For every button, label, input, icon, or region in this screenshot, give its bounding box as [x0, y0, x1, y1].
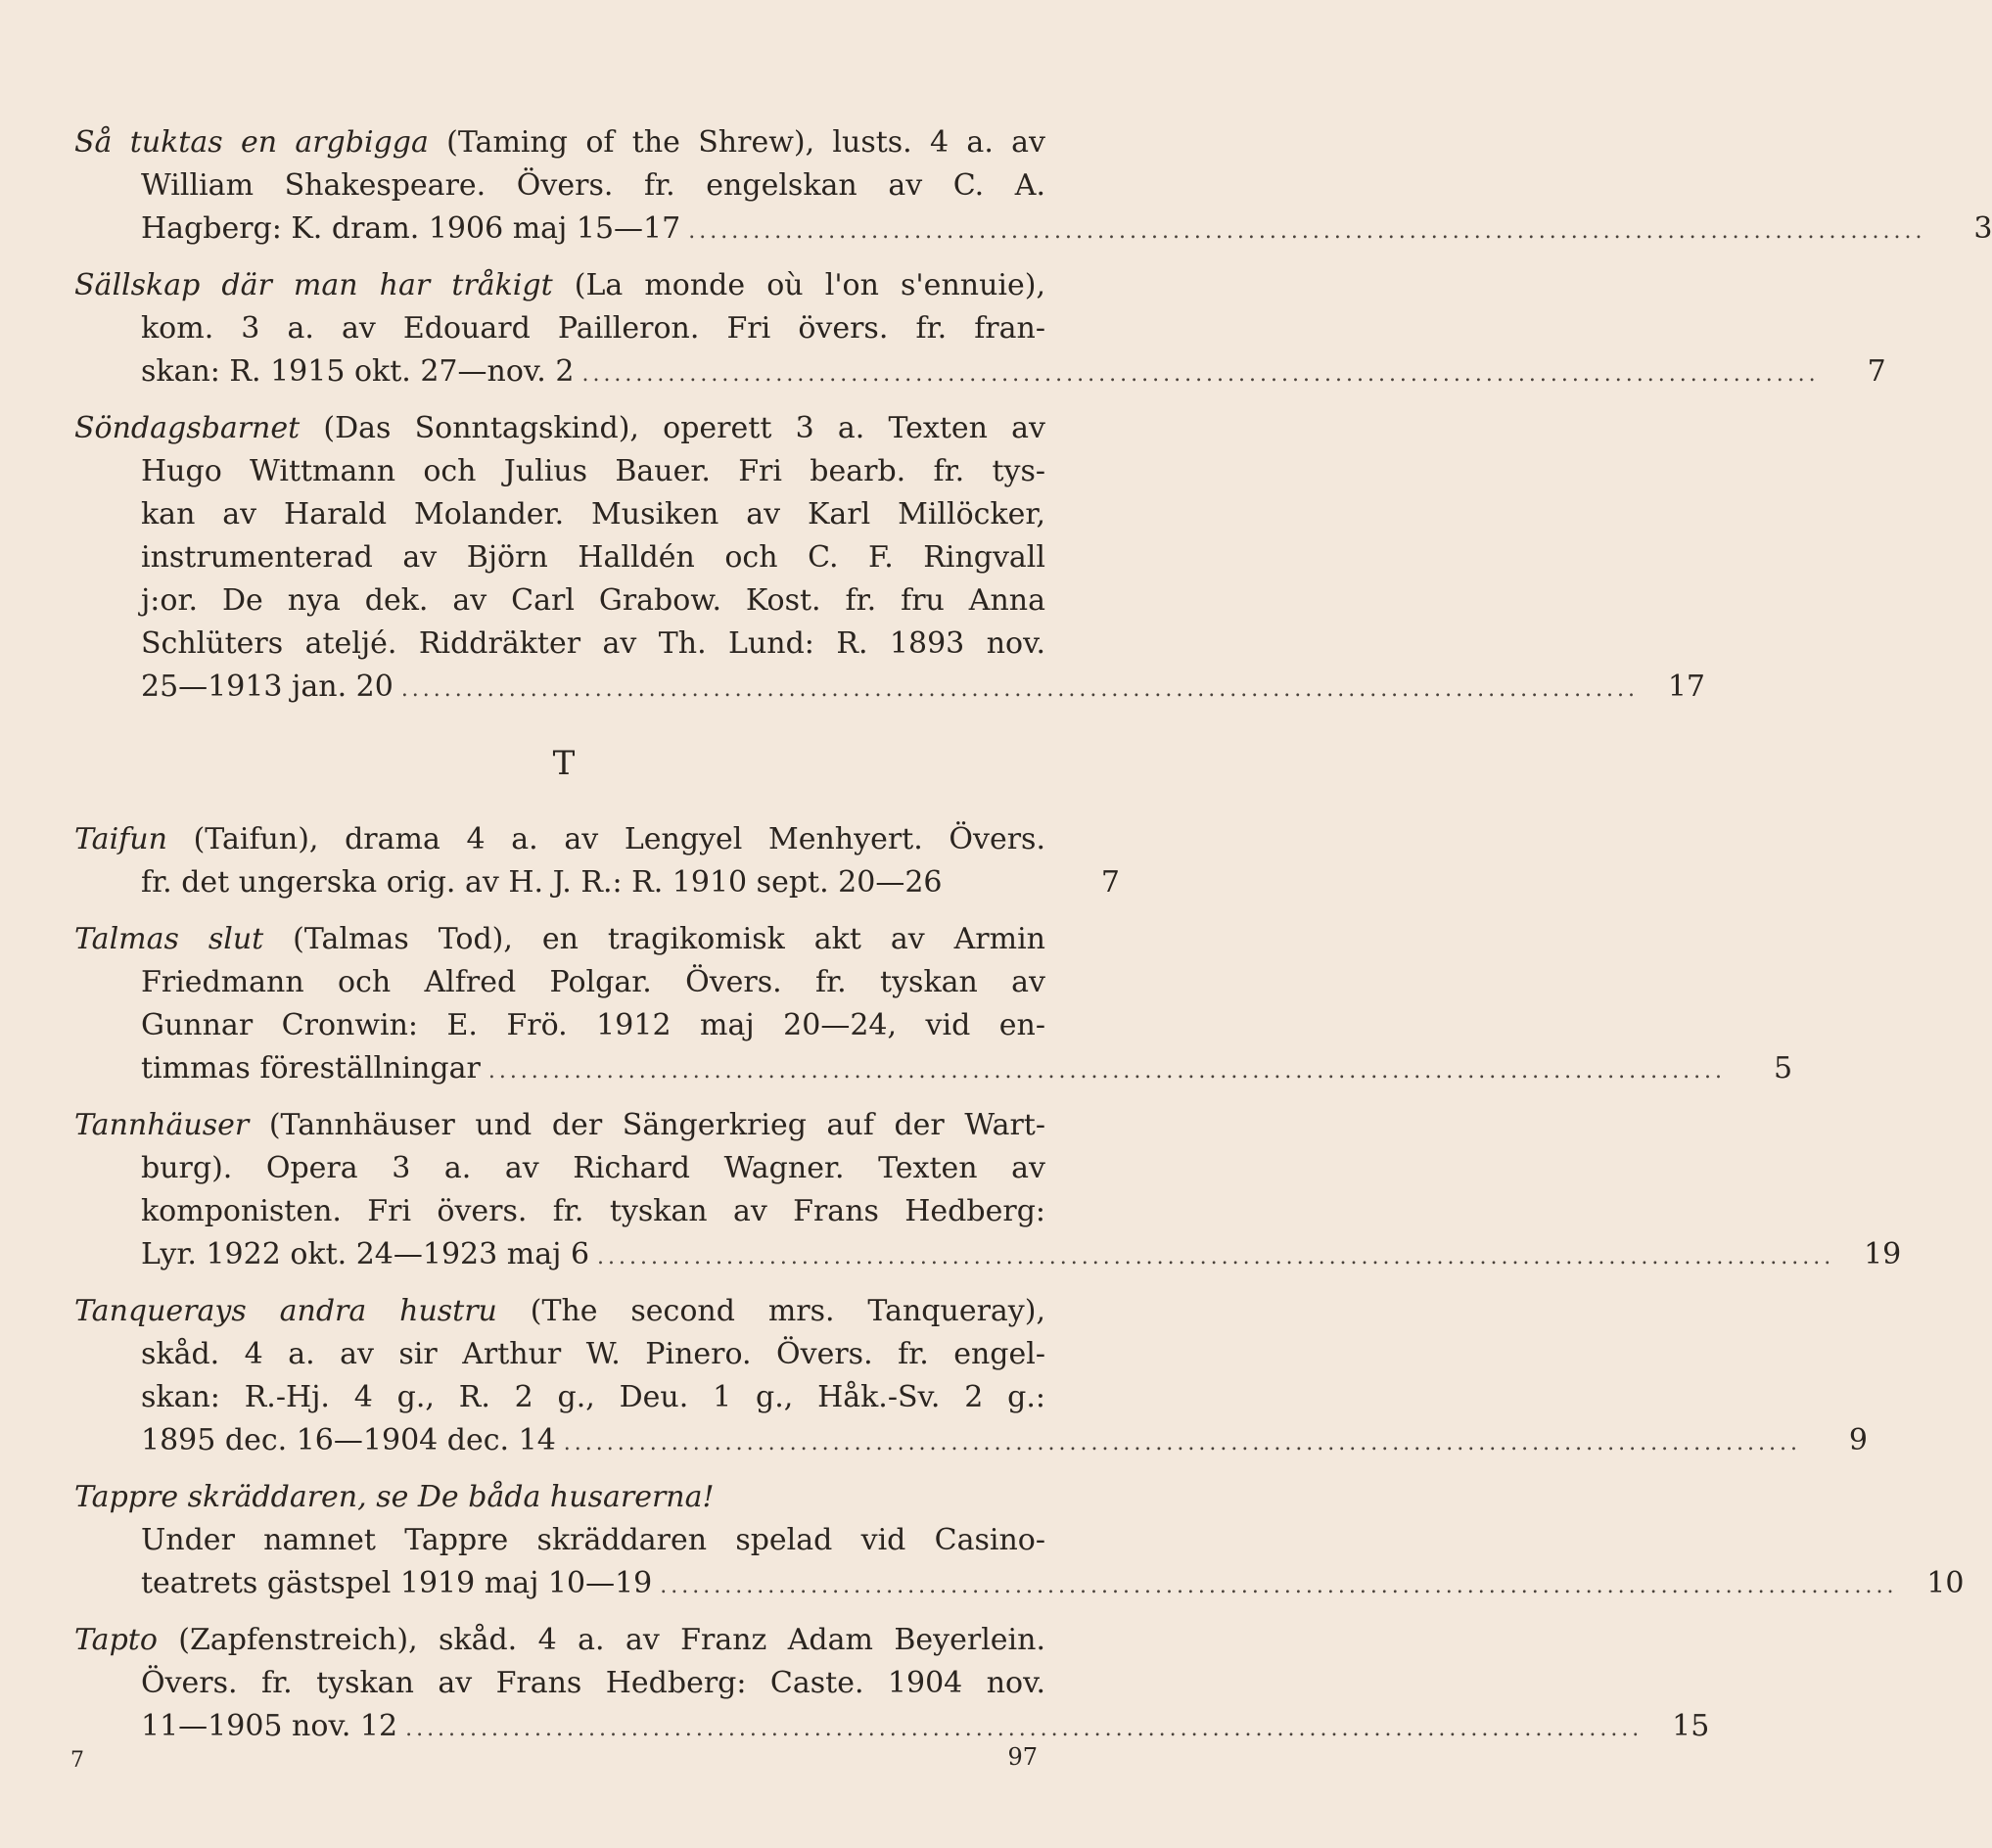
entry-line: skan: R.-Hj. 4 g., R. 2 g., Deu. 1 g., Håk.-Sv. 2 g.:	[141, 1380, 1045, 1414]
entry-last-line	[74, 350, 1886, 393]
entry-first-line	[74, 918, 1045, 961]
index-entry	[74, 1619, 1710, 1748]
section-letter: T	[552, 744, 576, 783]
entry-page-ref: 9	[1848, 1423, 1868, 1457]
entry-title: Tannhäuser	[74, 1108, 250, 1142]
dot-leaders: ...................................................................................................................	[405, 1717, 1644, 1741]
entry-text: 1895 dec. 16—1904 dec. 14	[141, 1423, 556, 1457]
entry-text: (Zapfenstreich), skåd. 4 a. av Franz Adam Beyerlein.	[157, 1623, 1045, 1657]
entry-title: Söndagsbarnet	[74, 411, 301, 445]
entry-text: skan: R. 1915 okt. 27—nov. 2	[141, 354, 575, 389]
dot-leaders: ...................................................................................................................	[487, 1059, 1727, 1084]
index-entry	[74, 1476, 1965, 1605]
dot-leaders: ...................................................................................................................	[688, 219, 1926, 244]
entry-line: Övers. fr. tyskan av Frans Hedberg: Caste. 1904 nov.	[141, 1666, 1045, 1700]
entry-text: 11—1905 nov. 12	[141, 1709, 398, 1743]
entry-last-line	[74, 1562, 1965, 1605]
entry-first-line	[74, 1619, 1045, 1662]
entry-last-line	[74, 1705, 1710, 1748]
entry-page-ref: 3	[1973, 211, 1992, 246]
index-entry	[74, 264, 1886, 393]
entry-line: Hugo Wittmann och Julius Bauer. Fri bearb. fr. tys-	[141, 454, 1045, 488]
entry-first-line	[74, 1104, 1045, 1147]
entry-line: Schlüters ateljé. Riddräkter av Th. Lund: R. 1893 nov.	[141, 626, 1045, 661]
entry-page-ref: 7	[1867, 354, 1886, 389]
entry-page-ref: 7	[1100, 865, 1120, 900]
entry-line: William Shakespeare. Övers. fr. engelskan av C. A.	[141, 168, 1045, 203]
entry-text: (The second mrs. Tanqueray),	[496, 1294, 1045, 1328]
entry-line: komponisten. Fri övers. fr. tyskan av Frans Hedberg:	[141, 1194, 1045, 1228]
dot-leaders: ...................................................................................................................	[581, 362, 1820, 387]
entry-last-line	[74, 1419, 1868, 1462]
entry-last-line	[74, 1047, 1793, 1090]
entry-line: instrumenterad av Björn Halldén och C. F. Ringvall	[141, 540, 1045, 575]
entry-title: Tapto	[74, 1623, 158, 1657]
entry-line: Under namnet Tappre skräddaren spelad vid Casino-	[141, 1523, 1045, 1557]
entry-page-ref: 5	[1773, 1051, 1793, 1086]
entry-last-line	[74, 1233, 1902, 1276]
index-entry	[74, 121, 1992, 251]
entry-text: (Das Sonntagskind), operett 3 a. Texten av	[300, 411, 1045, 445]
index-entry	[74, 818, 1120, 904]
signature-mark: 7	[70, 1748, 84, 1773]
entry-line: skåd. 4 a. av sir Arthur W. Pinero. Övers. fr. engel-	[141, 1337, 1045, 1371]
dot-leaders: ...................................................................................................................	[400, 677, 1640, 702]
entry-last-line	[74, 666, 1706, 709]
entry-line: kan av Harald Molander. Musiken av Karl Millöcker,	[141, 497, 1045, 531]
entry-line: burg). Opera 3 a. av Richard Wagner. Texten av	[141, 1151, 1045, 1185]
entry-title: Tanquerays andra hustru	[74, 1294, 497, 1328]
entry-last-line	[74, 208, 1992, 251]
entry-text: fr. det ungerska orig. av H. J. R.: R. 1910 sept. 20—26	[141, 865, 943, 900]
entry-last-line	[74, 861, 1120, 904]
entry-title: Tappre skräddaren, se De båda husarerna!	[74, 1480, 715, 1514]
entry-first-line	[74, 264, 1045, 307]
entry-first-line	[74, 1476, 1045, 1519]
index-entry	[74, 918, 1793, 1090]
entry-text: Lyr. 1922 okt. 24—1923 maj 6	[141, 1237, 590, 1271]
entry-first-line	[74, 121, 1045, 164]
index-entry	[74, 1104, 1902, 1276]
index-entry	[74, 1290, 1868, 1462]
entry-line: j:or. De nya dek. av Carl Grabow. Kost. fr. fru Anna	[141, 583, 1045, 618]
index-entry	[74, 407, 1706, 709]
page-number: 97	[1007, 1743, 1038, 1771]
dot-leaders: ...................................................................................................................	[660, 1574, 1898, 1598]
entry-page-ref: 19	[1864, 1237, 1902, 1271]
entry-text: timmas föreställningar	[141, 1051, 481, 1086]
entry-text: (Taifun), drama 4 a. av Lengyel Menhyert. Övers.	[166, 822, 1045, 856]
entry-title: Talmas slut	[74, 922, 264, 956]
dot-leaders: ...................................................................................................................	[597, 1245, 1835, 1270]
entry-line: Gunnar Cronwin: E. Frö. 1912 maj 20—24, vid en-	[141, 1008, 1045, 1042]
entry-text: 25—1913 jan. 20	[141, 670, 394, 704]
entry-text: (Talmas Tod), en tragikomisk akt av Armin	[263, 922, 1045, 956]
entry-line: Friedmann och Alfred Polgar. Övers. fr. tyskan av	[141, 965, 1045, 999]
entry-text: teatrets gästspel 1919 maj 10—19	[141, 1566, 653, 1600]
entry-text: (Taming of the Shrew), lusts. 4 a. av	[428, 125, 1045, 160]
entry-page-ref: 15	[1672, 1709, 1710, 1743]
entry-text: (Tannhäuser und der Sängerkrieg auf der Wart-	[249, 1108, 1045, 1142]
entry-page-ref: 10	[1926, 1566, 1965, 1600]
entry-text: (La monde où l'on s'ennuie),	[552, 268, 1045, 302]
entry-title: Taifun	[74, 822, 167, 856]
dot-leaders: ...................................................................................................................	[563, 1431, 1801, 1455]
entry-page-ref: 17	[1667, 670, 1706, 704]
entry-first-line	[74, 818, 1045, 861]
entry-title: Så tuktas en argbigga	[74, 125, 429, 160]
entry-title: Sällskap där man har tråkigt	[74, 268, 553, 302]
entry-text: Hagberg: K. dram. 1906 maj 15—17	[141, 211, 681, 246]
index-entries	[74, 121, 1992, 1748]
entry-first-line	[74, 407, 1045, 450]
entry-first-line	[74, 1290, 1045, 1333]
entry-line: kom. 3 a. av Edouard Pailleron. Fri övers. fr. fran-	[141, 311, 1045, 346]
